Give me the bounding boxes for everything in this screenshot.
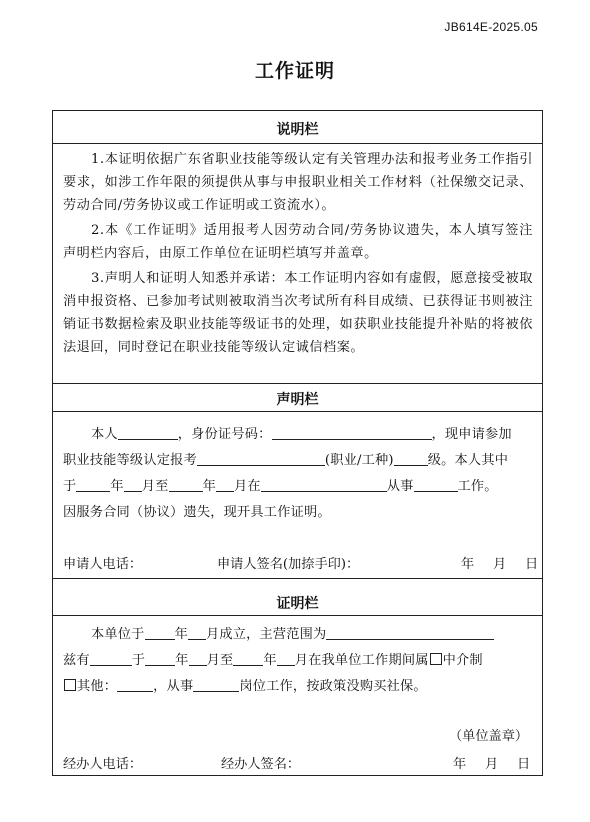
declare-line-4: 因服务合同（协议）遗失，现开具工作证明。	[63, 505, 331, 520]
certify-heading: 证明栏	[276, 596, 319, 612]
divider	[53, 411, 542, 412]
start-month-blank[interactable]	[124, 477, 142, 492]
explain-item-2: 2.本《工作证明》适用报考人因劳动合同/劳务协议遗失，本人填写签注声明栏内容后，由原工作单位在证明栏填写并盖章。	[63, 223, 533, 261]
handler-date-day: 日	[517, 757, 531, 772]
page-title: 工作证明	[254, 60, 335, 82]
job-blank[interactable]	[414, 477, 458, 492]
business-scope-blank[interactable]	[326, 625, 494, 640]
certificate-form	[52, 110, 543, 776]
handler-date-month: 月	[485, 757, 499, 772]
declare-heading: 声明栏	[276, 392, 319, 408]
work-end-month-blank[interactable]	[277, 651, 295, 666]
declare-line-2: 职业技能等级认定报考 (职业/工种) 级。本人其中	[63, 453, 509, 468]
other-type-blank[interactable]	[117, 677, 153, 692]
certify-line-1: 本单位于 年 月成立，主营范围为	[63, 623, 537, 642]
applicant-signature-label: 申请人签名(加捺手印)：	[217, 557, 360, 572]
position-blank[interactable]	[193, 677, 239, 692]
id-number-blank[interactable]	[272, 425, 432, 440]
handler-date-year: 年	[453, 757, 467, 772]
divider	[53, 143, 542, 144]
level-blank[interactable]	[394, 451, 428, 466]
handler-signature-label: 经办人签名：	[221, 757, 301, 772]
founded-month-blank[interactable]	[188, 625, 206, 640]
declare-line-1: 本人 ，身份证号码： ，现申请参加	[91, 427, 512, 442]
unit-stamp-label: （单位盖章）	[449, 729, 529, 744]
agency-checkbox[interactable]	[430, 653, 442, 665]
end-year-blank[interactable]	[169, 477, 203, 492]
declare-line-3: 于 年 月至 年 月在 从事 工作。	[63, 479, 498, 494]
work-start-month-blank[interactable]	[189, 651, 207, 666]
occupation-blank[interactable]	[197, 451, 325, 466]
handler-phone-label: 经办人电话：	[63, 757, 143, 772]
work-end-year-blank[interactable]	[233, 651, 263, 666]
explain-item-3: 3.声明人和证明人知悉并承诺：本工作证明内容如有虚假，愿意接受被取消申报资格、已参加考试则被取消当次考试所有科目成绩、已获得证书则被注销证书数据检索及职业技能等级证书的处理，如获职业技能提升补贴的将被依法退回，同时登记在职业技能等级认定诚信档案。	[63, 271, 533, 355]
start-year-blank[interactable]	[76, 477, 110, 492]
applicant-date-day: 日	[525, 557, 539, 572]
applicant-phone-label: 申请人电话：	[63, 557, 143, 572]
divider	[53, 578, 542, 579]
explain-item-1: 1.本证明依据广东省职业技能等级认定有关管理办法和报考业务工作指引要求，如涉工作年限的须提供从事与申报职业相关工作材料（社保缴交记录、劳动合同/劳务协议或工作证明或工资流水）。	[63, 152, 533, 213]
founded-year-blank[interactable]	[145, 625, 175, 640]
employee-name-blank[interactable]	[90, 651, 132, 666]
employer-blank[interactable]	[261, 477, 387, 492]
name-blank[interactable]	[118, 425, 178, 440]
certify-line-3: 其他： ，从事 岗位工作，按政策没购买社保。	[63, 675, 537, 694]
explain-heading: 说明栏	[276, 122, 319, 138]
document-code: JB614E-2025.05	[444, 20, 538, 34]
work-start-year-blank[interactable]	[145, 651, 175, 666]
end-month-blank[interactable]	[216, 477, 234, 492]
applicant-date-year: 年	[461, 557, 475, 572]
divider	[53, 383, 542, 384]
applicant-date-month: 月	[493, 557, 507, 572]
other-checkbox[interactable]	[64, 679, 76, 691]
divider	[53, 615, 542, 616]
certify-line-2: 兹有 于 年 月至 年 月在我单位工作期间属 中介制	[63, 653, 483, 668]
